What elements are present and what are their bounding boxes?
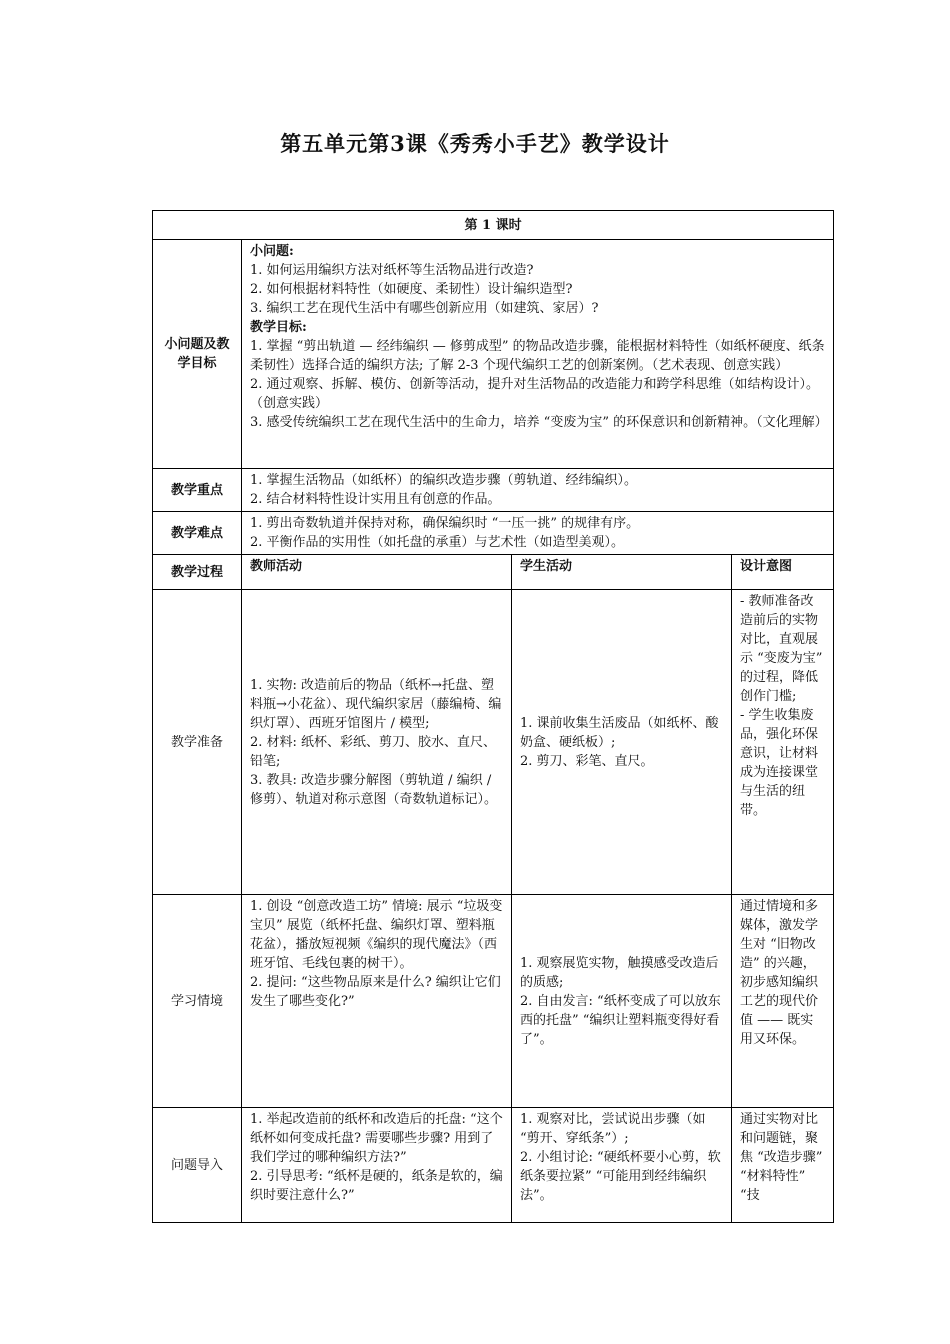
difficulty-content [242,512,834,555]
key-content [242,469,834,512]
intent-item: 通过实物对比和问题链，聚焦 “改造步骤” “材料特性” “技 [740,1112,823,1203]
question-item: 3. 编织工艺在现代生活中有哪些创新应用（如建筑、家居）? [250,301,599,316]
student-item: 1. 观察对比，尝试说出步骤（如 “剪开、穿纸条”）; [520,1112,706,1146]
session-header: 第 1 课时 [153,211,834,240]
teacher-activity [242,590,512,895]
question-item: 2. 如何根据材料特性（如硬度、柔韧性）设计编织造型? [250,282,573,297]
key-point-item: 1. 掌握生活物品（如纸杯）的编织改造步骤（剪轨道、经纬编织）。 [250,473,638,488]
design-intent [732,1108,834,1223]
student-item: 1. 观察展览实物，触摸感受改造后的质感; [520,955,719,990]
design-intent [732,590,834,895]
teacher-activity [242,895,512,1108]
student-item: 1. 课前收集生活废品（如纸杯、酸奶盒、硬纸板）; [520,715,719,750]
stage-row-prep [153,590,834,895]
goals-content [242,240,834,469]
lesson-plan-table [152,210,834,1223]
teacher-item: 2. 材料: 纸杯、彩纸、剪刀、胶水、直尺、铅笔; [250,734,497,769]
teacher-item: 1. 创设 “创意改造工坊” 情境: 展示 “垃圾变宝贝” 展览（纸杯托盘、编织灯罩、塑料瓶花盆），播放短视频《编织的现代魔法》（西班牙馆、毛线包裹的树干）。 [250,899,503,971]
student-item: 2. 剪刀、彩笔、直尺。 [520,753,654,769]
teacher-item: 3. 教具: 改造步骤分解图（剪轨道 / 编织 / 修剪）、轨道对称示意图（奇数轨道标记）。 [250,772,498,807]
difficulty-item: 2. 平衡作品的实用性（如托盘的承重）与艺术性（如造型美观）。 [250,535,625,550]
objective-item: 3. 感受传统编织工艺在现代生活中的生命力，培养 “变废为宝” 的环保意识和创新精神。（文化理解） [250,415,828,430]
col-intent-header: 设计意图 [732,555,834,590]
teacher-item: 1. 实物: 改造前后的物品（纸杯→托盘、塑料瓶→小花盆）、现代编织家居（藤编椅、编织灯罩）、西班牙馆图片 / 模型; [250,677,502,731]
stage-label: 问题导入 [153,1108,242,1223]
questions-heading: 小问题: [250,244,294,259]
objective-item: 2. 通过观察、拆解、模仿、创新等活动，提升对生活物品的改造能力和跨学科思维（如结构设计）。（创意实践） [250,377,820,411]
session-row [153,211,834,240]
document-title: 第五单元第3课《秀秀小手艺》教学设计 [280,131,670,156]
intent-item: - 教师准备改造前后的实物对比，直观展示 “变废为宝” 的过程，降低创作门槛; [740,594,823,704]
objective-item: 1. 掌握 “剪出轨道 — 经纬编织 — 修剪成型” 的物品改造步骤，能根据材料特性（如纸杯硬度、纸条柔韧性）选择合适的编织方法; 了解 2-3 个现代编织工艺的创新案例。（艺术表现、创意实践） [250,339,825,373]
process-label: 教学过程 [153,555,242,590]
stage-label: 教学准备 [153,590,242,895]
student-activity [512,895,732,1108]
goals-row [153,240,834,469]
student-item: 2. 自由发言: “纸杯变成了可以放东西的托盘” “编织让塑料瓶变得好看了”。 [520,993,721,1047]
key-label: 教学重点 [153,469,242,512]
col-student-header: 学生活动 [512,555,732,590]
col-teacher-header: 教师活动 [242,555,512,590]
student-activity [512,590,732,895]
difficulty-item: 1. 剪出奇数轨道并保持对称，确保编织时 “一压一挑” 的规律有序。 [250,516,640,531]
intent-item: - 学生收集废品，强化环保意识，让材料成为连接课堂与生活的纽带。 [740,708,819,818]
stage-label: 学习情境 [153,895,242,1108]
stage-row-context [153,895,834,1108]
process-header-row [153,555,834,590]
design-intent [732,895,834,1108]
objectives-heading: 教学目标: [250,320,307,335]
difficulty-label: 教学难点 [153,512,242,555]
intent-item: 通过情境和多媒体，激发学生对 “旧物改造” 的兴趣，初步感知编织工艺的现代价值 —— 既实用又环保。 [740,899,819,1047]
teacher-item: 1. 举起改造前的纸杯和改造后的托盘: “这个纸杯如何变成托盘? 需要哪些步骤? 用到了我们学过的哪种编织方法?” [250,1112,503,1165]
key-point-item: 2. 结合材料特性设计实用且有创意的作品。 [250,492,501,507]
goals-label: 小问题及教学目标 [153,240,242,469]
question-item: 1. 如何运用编织方法对纸杯等生活物品进行改造? [250,263,534,278]
teacher-activity [242,1108,512,1223]
student-activity [512,1108,732,1223]
teacher-item: 2. 提问: “这些物品原来是什么? 编织让它们发生了哪些变化?” [250,975,501,1009]
student-item: 2. 小组讨论: “硬纸杯要小心剪，软纸条要拉紧” “可能用到经纬编织法”。 [520,1150,721,1203]
difficulty-row [153,512,834,555]
teacher-item: 2. 引导思考: “纸杯是硬的，纸条是软的，编织时要注意什么?” [250,1169,503,1203]
stage-row-intro [153,1108,834,1223]
key-points-row [153,469,834,512]
